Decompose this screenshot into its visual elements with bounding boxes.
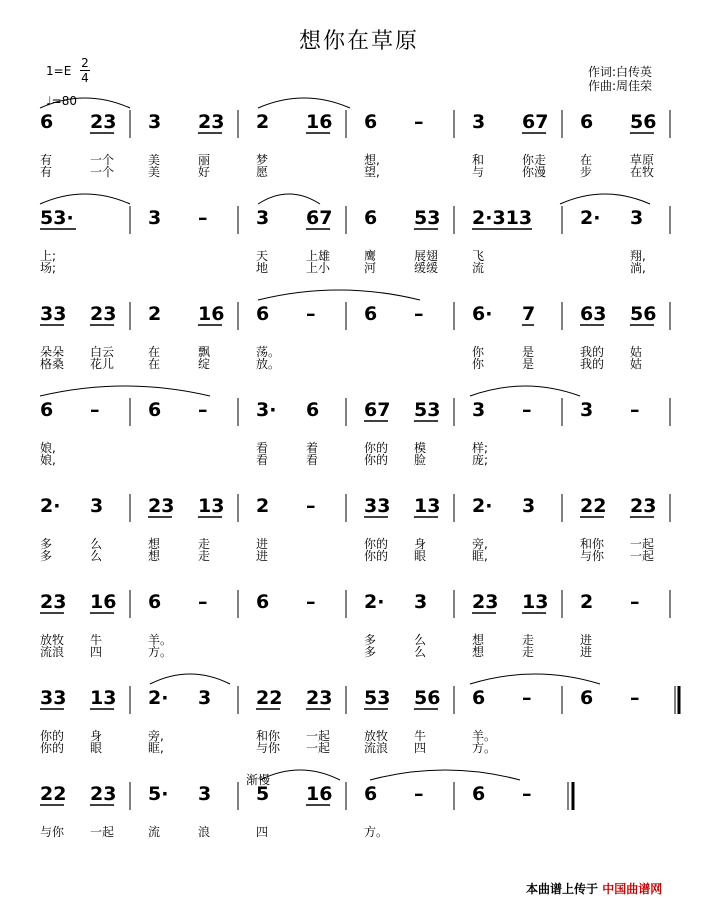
lyric-line-1: 丽 bbox=[198, 153, 211, 167]
lyric-line-2: 想 bbox=[472, 645, 485, 659]
lyric-line-1: 想, bbox=[364, 153, 380, 167]
note: 2·313 bbox=[472, 207, 533, 229]
lyric-line-1: 和你 bbox=[256, 729, 281, 743]
footer-credit bbox=[526, 880, 662, 897]
note: 5 bbox=[256, 783, 270, 805]
note: 63 bbox=[580, 303, 607, 325]
note: 6 bbox=[148, 591, 162, 613]
slur bbox=[370, 770, 520, 780]
lyric-line-2: 走 bbox=[198, 549, 211, 563]
lyric-line-1: 多 bbox=[40, 537, 53, 551]
lyric-line-1: 旁, bbox=[472, 537, 488, 551]
lyric-line-1: 翔, bbox=[630, 249, 646, 263]
lyric-line-2: 一起 bbox=[306, 741, 331, 755]
slur bbox=[40, 98, 130, 108]
lyric-line-1: 你 bbox=[472, 345, 485, 359]
lyric-line-1: 一起 bbox=[630, 537, 655, 551]
lyric-line-2: 进 bbox=[580, 645, 593, 659]
note: 2· bbox=[580, 207, 601, 229]
note: 53 bbox=[364, 687, 391, 709]
lyric-line-1: 走 bbox=[522, 633, 535, 647]
lyric-line-1: 鹰 bbox=[364, 249, 377, 263]
lyric-line-1: 和 bbox=[472, 153, 485, 167]
lyric-line-1: 有 bbox=[40, 153, 53, 167]
lyric-line-2: 四 bbox=[90, 645, 103, 659]
lyric-line-1: 进 bbox=[580, 633, 593, 647]
lyric-line-1: 荡。 bbox=[256, 345, 281, 359]
slur bbox=[258, 194, 320, 204]
note: 6 bbox=[256, 303, 270, 325]
lyric-line-1: 我的 bbox=[580, 345, 605, 359]
note: 67 bbox=[522, 111, 549, 133]
lyric-line-2: 流浪 bbox=[364, 741, 389, 755]
lyric-line-1: 姑 bbox=[630, 345, 643, 359]
lyric-line-2: 望, bbox=[364, 165, 380, 179]
lyric-line-1: 你的 bbox=[364, 441, 389, 455]
note: – bbox=[630, 687, 640, 709]
note: 67 bbox=[306, 207, 333, 229]
lyric-line-2: 么 bbox=[90, 549, 103, 563]
note: 16 bbox=[198, 303, 225, 325]
note: 33 bbox=[40, 303, 67, 325]
lyric-line-2: 缓缓 bbox=[414, 261, 439, 275]
lyric-line-1: 一起 bbox=[90, 825, 115, 839]
lyric-line-1: 牛 bbox=[414, 729, 427, 743]
lyric-line-1: 是 bbox=[522, 345, 535, 359]
note: 6 bbox=[40, 399, 54, 421]
time-signature-bottom: 4 bbox=[81, 71, 89, 85]
note: 67 bbox=[364, 399, 391, 421]
note: 22 bbox=[256, 687, 283, 709]
lyric-line-2: 一个 bbox=[90, 165, 115, 179]
composer-credit: 作曲:周佳荣 bbox=[588, 79, 653, 93]
lyric-line-2: 眼 bbox=[414, 549, 427, 563]
note: 23 bbox=[306, 687, 333, 709]
lyric-line-1: 与你 bbox=[40, 825, 65, 839]
lyric-line-1: 方。 bbox=[364, 825, 389, 839]
note: 3 bbox=[472, 111, 486, 133]
note: 3 bbox=[472, 399, 486, 421]
lyric-line-1: 一起 bbox=[306, 729, 331, 743]
note: – bbox=[306, 591, 316, 613]
lyric-line-1: 想 bbox=[472, 633, 485, 647]
note: 3 bbox=[256, 207, 270, 229]
note: 16 bbox=[306, 111, 333, 133]
note: 23 bbox=[472, 591, 499, 613]
note: – bbox=[522, 687, 532, 709]
lyric-line-1: 羊。 bbox=[148, 633, 173, 647]
lyric-line-2: 绽 bbox=[198, 357, 211, 371]
lyric-line-2: 方。 bbox=[472, 741, 497, 755]
lyric-line-1: 流 bbox=[148, 825, 161, 839]
lyric-line-1: 草原 bbox=[630, 153, 655, 167]
lyric-line-1: 在 bbox=[580, 153, 593, 167]
note: 3 bbox=[198, 687, 212, 709]
lyric-line-2: 淌, bbox=[630, 261, 646, 275]
note: 3 bbox=[198, 783, 212, 805]
note: 3 bbox=[580, 399, 594, 421]
note: – bbox=[198, 207, 208, 229]
note: 3 bbox=[414, 591, 428, 613]
note: 6 bbox=[580, 111, 594, 133]
note: 6 bbox=[364, 111, 378, 133]
note: 6 bbox=[472, 687, 486, 709]
lyric-line-2: 与你 bbox=[580, 549, 605, 563]
lyric-line-1: 四 bbox=[256, 825, 269, 839]
lyric-line-2: 地 bbox=[256, 261, 269, 275]
lyric-line-2: 河 bbox=[364, 261, 377, 275]
lyric-line-2: 在 bbox=[148, 357, 161, 371]
lyric-line-2: 在牧 bbox=[630, 165, 655, 179]
lyric-line-1: 朵朵 bbox=[40, 345, 65, 359]
lyric-line-1: 么 bbox=[414, 633, 427, 647]
note: 22 bbox=[580, 495, 607, 517]
lyric-line-1: 你的 bbox=[364, 537, 389, 551]
lyric-line-2: 有 bbox=[40, 165, 53, 179]
lyric-line-2: 四 bbox=[414, 741, 427, 755]
note: 53 bbox=[414, 207, 441, 229]
note: 23 bbox=[90, 111, 117, 133]
note: 13 bbox=[414, 495, 441, 517]
lyric-line-1: 梦 bbox=[256, 153, 269, 167]
lyric-line-1: 模 bbox=[414, 441, 427, 455]
note: 6 bbox=[472, 783, 486, 805]
lyric-line-2: 多 bbox=[364, 645, 377, 659]
site-logo: 中国曲谱网 bbox=[602, 882, 663, 896]
slur bbox=[470, 386, 580, 396]
lyric-line-1: 身 bbox=[414, 537, 427, 551]
note: 2· bbox=[40, 495, 61, 517]
lyric-line-1: 和你 bbox=[580, 537, 605, 551]
note: – bbox=[306, 303, 316, 325]
note: 6 bbox=[148, 399, 162, 421]
lyric-line-1: 看 bbox=[256, 441, 269, 455]
lyric-line-1: 飘 bbox=[198, 345, 211, 359]
lyric-line-1: 放牧 bbox=[364, 729, 389, 743]
slur bbox=[40, 386, 210, 396]
note: 33 bbox=[364, 495, 391, 517]
lyric-line-1: 在 bbox=[148, 345, 161, 359]
note: 3 bbox=[630, 207, 644, 229]
lyric-line-2: 一起 bbox=[630, 549, 655, 563]
slur bbox=[40, 194, 130, 204]
lyric-line-1: 样; bbox=[472, 441, 489, 455]
lyric-line-1: 么 bbox=[90, 537, 103, 551]
lyric-line-2: 场; bbox=[40, 261, 57, 275]
note: 3· bbox=[256, 399, 277, 421]
lyric-line-2: 么 bbox=[414, 645, 427, 659]
note: – bbox=[630, 591, 640, 613]
slur bbox=[258, 290, 420, 300]
slur bbox=[258, 98, 350, 108]
slur bbox=[150, 674, 230, 684]
lyric-line-2: 走 bbox=[522, 645, 535, 659]
lyric-line-2: 你的 bbox=[364, 549, 389, 563]
note: 6 bbox=[580, 687, 594, 709]
lyric-line-1: 多 bbox=[364, 633, 377, 647]
note: 6 bbox=[364, 207, 378, 229]
note: – bbox=[522, 783, 532, 805]
lyric-line-2: 脸 bbox=[414, 453, 427, 467]
note: – bbox=[90, 399, 100, 421]
lyric-line-1: 你的 bbox=[40, 729, 65, 743]
key-signature: 1=E bbox=[46, 64, 72, 78]
lyric-line-2: 你的 bbox=[40, 741, 65, 755]
note: 2 bbox=[148, 303, 162, 325]
note: 22 bbox=[40, 783, 67, 805]
lyric-line-1: 放牧 bbox=[40, 633, 65, 647]
note: 56 bbox=[414, 687, 441, 709]
lyricist-credit: 作词:白传英 bbox=[588, 65, 653, 79]
lyric-line-2: 你漫 bbox=[522, 165, 547, 179]
lyric-line-2: 多 bbox=[40, 549, 53, 563]
lyric-line-1: 想 bbox=[148, 537, 161, 551]
time-signature-top: 2 bbox=[81, 56, 89, 70]
note: 3 bbox=[148, 207, 162, 229]
lyric-line-2: 庞; bbox=[472, 453, 489, 467]
lyric-line-2: 步 bbox=[580, 165, 593, 179]
note: 13 bbox=[90, 687, 117, 709]
slur bbox=[260, 770, 340, 780]
lyric-line-1: 天 bbox=[256, 249, 269, 263]
note: – bbox=[198, 591, 208, 613]
lyric-line-1: 进 bbox=[256, 537, 269, 551]
lyric-line-1: 飞 bbox=[472, 249, 485, 263]
lyric-line-2: 进 bbox=[256, 549, 269, 563]
lyric-line-2: 花儿 bbox=[90, 357, 115, 371]
note: 6 bbox=[40, 111, 54, 133]
lyric-line-2: 格桑 bbox=[40, 357, 65, 371]
note: 2· bbox=[472, 495, 493, 517]
note: 13 bbox=[522, 591, 549, 613]
footer-text: 本曲谱上传于 bbox=[526, 882, 599, 896]
lyric-line-2: 你的 bbox=[364, 453, 389, 467]
lyric-line-1: 一个 bbox=[90, 153, 115, 167]
lyric-line-2: 好 bbox=[198, 165, 211, 179]
note: 33 bbox=[40, 687, 67, 709]
lyric-line-1: 牛 bbox=[90, 633, 103, 647]
note: 6 bbox=[256, 591, 270, 613]
lyric-line-1: 着 bbox=[306, 441, 319, 455]
lyric-line-2: 美 bbox=[148, 165, 161, 179]
slur bbox=[470, 674, 600, 684]
note: 6 bbox=[364, 783, 378, 805]
lyric-line-1: 身 bbox=[90, 729, 103, 743]
note: – bbox=[198, 399, 208, 421]
note: 3 bbox=[148, 111, 162, 133]
tempo-marking: ♩=80 bbox=[46, 94, 77, 108]
note: 13 bbox=[198, 495, 225, 517]
lyric-line-1: 上雄 bbox=[306, 249, 331, 263]
note: 3 bbox=[90, 495, 104, 517]
lyric-line-2: 愿 bbox=[256, 165, 269, 179]
lyric-line-1: 羊。 bbox=[472, 729, 497, 743]
note: 56 bbox=[630, 111, 657, 133]
note: 6 bbox=[364, 303, 378, 325]
note: – bbox=[414, 111, 424, 133]
lyric-line-2: 眼 bbox=[90, 741, 103, 755]
lyric-line-2: 方。 bbox=[148, 645, 173, 659]
note: 23 bbox=[198, 111, 225, 133]
note: 5· bbox=[148, 783, 169, 805]
lyric-line-2: 是 bbox=[522, 357, 535, 371]
lyric-line-1: 浪 bbox=[198, 825, 211, 839]
note: – bbox=[414, 783, 424, 805]
note: 6 bbox=[306, 399, 320, 421]
note: – bbox=[630, 399, 640, 421]
note: 23 bbox=[90, 303, 117, 325]
note: 2· bbox=[364, 591, 385, 613]
lyric-line-2: 流浪 bbox=[40, 645, 65, 659]
lyric-line-1: 白云 bbox=[90, 345, 115, 359]
lyric-line-1: 展翅 bbox=[414, 249, 439, 263]
note: 6· bbox=[472, 303, 493, 325]
lyric-line-1: 你走 bbox=[522, 153, 547, 167]
lyric-line-1: 走 bbox=[198, 537, 211, 551]
note: 2 bbox=[256, 495, 270, 517]
lyric-line-2: 眶, bbox=[472, 549, 488, 563]
note: 7 bbox=[522, 303, 536, 325]
note: 23 bbox=[630, 495, 657, 517]
lyric-line-1: 旁, bbox=[148, 729, 164, 743]
note: – bbox=[414, 303, 424, 325]
note: 23 bbox=[90, 783, 117, 805]
note: 2 bbox=[256, 111, 270, 133]
note: 2 bbox=[580, 591, 594, 613]
note: 23 bbox=[148, 495, 175, 517]
note: 53· bbox=[40, 207, 74, 229]
lyric-line-2: 你 bbox=[472, 357, 485, 371]
lyric-line-2: 娘, bbox=[40, 453, 56, 467]
note: – bbox=[522, 399, 532, 421]
note: 56 bbox=[630, 303, 657, 325]
lyric-line-2: 姑 bbox=[630, 357, 643, 371]
tempo-annotation: 渐慢 bbox=[246, 773, 271, 787]
note: 16 bbox=[306, 783, 333, 805]
song-title: 想你在草原 bbox=[298, 29, 419, 54]
lyric-line-1: 娘, bbox=[40, 441, 56, 455]
lyric-line-1: 上; bbox=[40, 249, 57, 263]
note: 2· bbox=[148, 687, 169, 709]
note: 53 bbox=[414, 399, 441, 421]
note: – bbox=[306, 495, 316, 517]
lyric-line-2: 与你 bbox=[256, 741, 281, 755]
lyric-line-2: 眶, bbox=[148, 741, 164, 755]
note: 23 bbox=[40, 591, 67, 613]
lyric-line-1: 美 bbox=[148, 153, 161, 167]
lyric-line-2: 我的 bbox=[580, 357, 605, 371]
lyric-line-2: 放。 bbox=[256, 357, 281, 371]
lyric-line-2: 看 bbox=[306, 453, 319, 467]
note: 3 bbox=[522, 495, 536, 517]
lyric-line-2: 流 bbox=[472, 261, 485, 275]
note: 16 bbox=[90, 591, 117, 613]
lyric-line-2: 与 bbox=[472, 165, 485, 179]
slur bbox=[560, 194, 650, 204]
lyric-line-2: 上小 bbox=[306, 261, 331, 275]
lyric-line-2: 想 bbox=[148, 549, 161, 563]
lyric-line-2: 看 bbox=[256, 453, 269, 467]
